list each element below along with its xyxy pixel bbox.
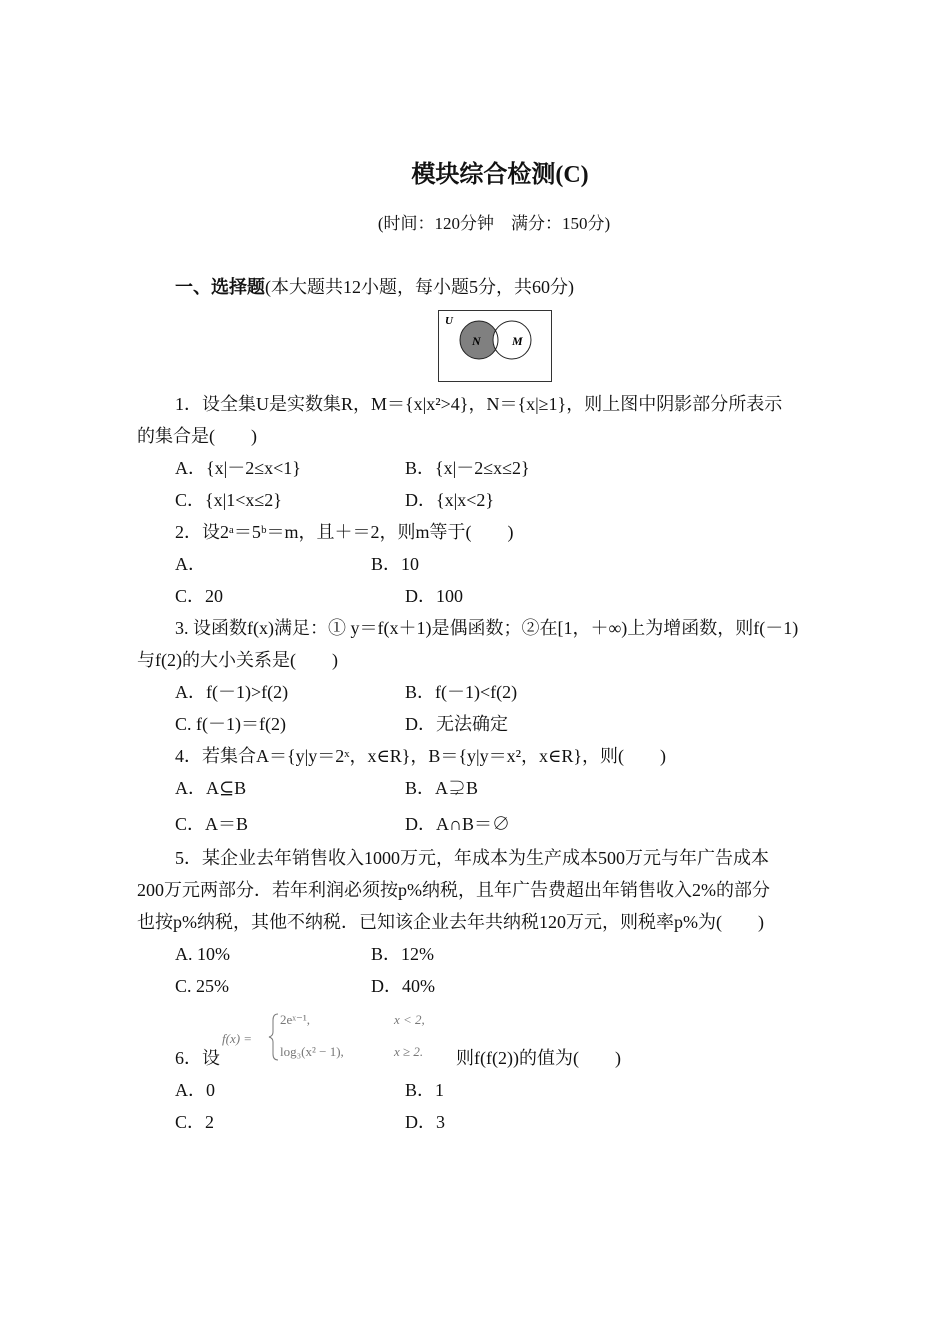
q6-option-a: A．0 xyxy=(175,1080,215,1100)
q2-option-c: C．20 xyxy=(175,586,224,606)
q5-stem-line1: 5．某企业去年销售收入1000万元，年成本为生产成本500万元与年广告成本 xyxy=(175,848,769,868)
venn-label-m: M xyxy=(512,334,523,348)
q6-piecewise-formula xyxy=(222,1008,437,1066)
section-note: (本大题共12小题，每小题5分，共60分) xyxy=(265,277,574,297)
piecewise-case1-expr: 2eˣ⁻¹, xyxy=(280,1012,311,1027)
q3-option-c: C. f(－1)＝f(2) xyxy=(175,714,286,734)
exam-info: (时间：120分钟 满分：150分) xyxy=(377,214,611,233)
q3-stem-line2: 与f(2)的大小关系是( ) xyxy=(137,650,338,670)
q6-option-c: C．2 xyxy=(175,1112,215,1132)
q5-option-b: B．12% xyxy=(371,944,434,964)
q3-option-a: A．f(－1)>f(2) xyxy=(175,682,289,702)
q6-option-d: D．3 xyxy=(405,1112,445,1132)
q2-option-a: A． xyxy=(175,554,206,574)
piecewise-case2-cond: x ≥ 2. xyxy=(394,1044,424,1059)
q2-stem: 2．设2ᵃ＝5ᵇ＝m，且＋＝2，则m等于( ) xyxy=(175,522,514,542)
q1-stem-line2: 的集合是( ) xyxy=(137,426,257,446)
q5-option-a: A. 10% xyxy=(175,944,230,964)
q4-option-a: A．A⊆B xyxy=(175,778,247,798)
q2-option-b: B．10 xyxy=(371,554,420,574)
q5-stem-line3: 也按p%纳税，其他不纳税．已知该企业去年共纳税120万元，则税率p%为( ) xyxy=(137,912,764,932)
venn-diagram xyxy=(438,310,552,382)
q1-stem-line1: 1．设全集U是实数集R，M＝{x|x²>4}，N＝{x|≥1}，则上图中阴影部分所表示 xyxy=(175,394,783,414)
section-title: 一、选择题 xyxy=(175,277,265,297)
q1-option-d: D．{x|x<2} xyxy=(405,490,495,510)
q4-option-b: B．A⊋B xyxy=(405,778,479,798)
q5-stem-line2: 200万元两部分．若年利润必须按p%纳税，且年广告费超出年销售收入2%的部分 xyxy=(137,880,770,900)
q6-option-b: B．1 xyxy=(405,1080,445,1100)
piecewise-lhs: f(x) = xyxy=(222,1031,253,1046)
piecewise-brace xyxy=(269,1014,278,1060)
piecewise-case1-cond: x < 2, xyxy=(394,1012,425,1027)
page-title: 模块综合检测(C) xyxy=(411,162,589,188)
venn-label-n: N xyxy=(472,334,481,348)
venn-label-u: U xyxy=(445,315,453,327)
q4-option-c: C．A＝B xyxy=(175,814,249,834)
q3-option-b: B．f(－1)<f(2) xyxy=(405,682,518,702)
piecewise-case2-expr: log₃(x² − 1), xyxy=(280,1044,344,1059)
q6-stem-suffix: 则f(f(2))的值为( ) xyxy=(456,1048,621,1068)
q1-option-a: A．{x|－2≤x<1} xyxy=(175,458,301,478)
section-heading xyxy=(175,276,574,298)
q5-option-d: D．40% xyxy=(371,976,435,996)
q6-stem-prefix: 6．设 xyxy=(175,1048,220,1068)
q1-option-c: C．{x|1<x≤2} xyxy=(175,490,282,510)
q4-option-d: D．A∩B＝∅ xyxy=(405,814,511,834)
q4-stem: 4．若集合A＝{y|y＝2ˣ，x∈R}，B＝{y|y＝x²，x∈R}，则( ) xyxy=(175,746,667,766)
q1-option-b: B．{x|－2≤x≤2} xyxy=(405,458,530,478)
q2-option-d: D．100 xyxy=(405,586,463,606)
q5-option-c: C. 25% xyxy=(175,976,229,996)
q3-stem-line1: 3. 设函数f(x)满足：① y＝f(x＋1)是偶函数；②在[1，＋∞)上为增函数，则f(－1) xyxy=(175,618,799,638)
q3-option-d: D．无法确定 xyxy=(405,714,508,734)
